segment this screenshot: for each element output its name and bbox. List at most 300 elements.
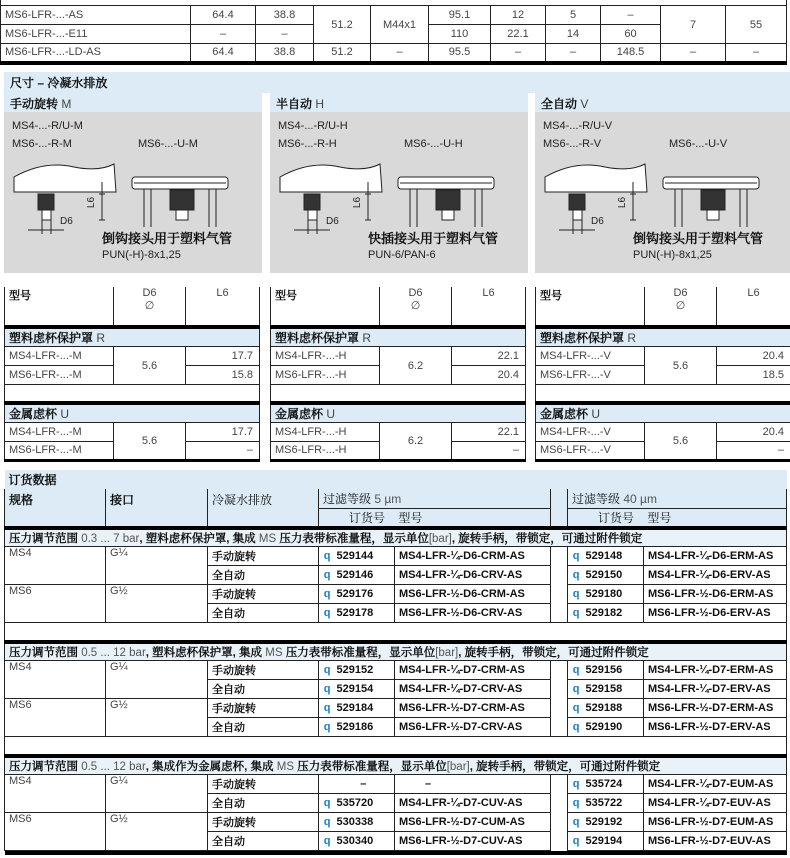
model-cell: MS4-LFR-...-V (536, 422, 645, 441)
spacer (271, 385, 526, 403)
order-number-5um[interactable]: 530340 (333, 832, 395, 851)
model-5um: MS4-LFR-¼-D7-CRV-AS (395, 680, 551, 699)
quick-delivery-icon: q (319, 604, 333, 623)
header-filter-5 (319, 489, 551, 508)
group-title (536, 327, 790, 347)
group-title-text: 金属虑杯 (275, 406, 324, 421)
d6-dimension-label: D6 (591, 216, 604, 227)
spacer (5, 385, 260, 403)
cell: 64.4 (191, 6, 256, 25)
model-40um: MS6-LFR-½-D7-ERM-AS (644, 699, 787, 718)
order-title: 订货数据 (5, 470, 787, 489)
model-5um: MS6-LFR-½-D6-CRM-AS (395, 585, 551, 604)
d6-dimension-label: D6 (326, 216, 339, 227)
d6-cell: 5.6 (114, 347, 186, 385)
order-data-table (4, 470, 787, 855)
model-40um: MS4-LFR-¼-D7-EUV-AS (644, 794, 787, 813)
quick-delivery-icon: q (568, 585, 582, 604)
fitting-caption: 倒钩接头用于塑料气管 (102, 231, 233, 246)
fitting-model: PUN-6/PAN-6 (368, 249, 436, 261)
panel-title-text: 半自动 (276, 97, 313, 111)
model-label: MS6-...-U-M (138, 138, 198, 150)
drain-panel-m (4, 93, 262, 273)
header-size: 规格 (5, 489, 106, 528)
model-cell: MS4-LFR-...-M (5, 347, 114, 366)
table-row (5, 422, 260, 441)
order-row (5, 585, 787, 604)
header-l6: L6 (186, 287, 260, 327)
l6-cell: 22.1 (452, 422, 526, 441)
group-title (536, 403, 790, 423)
table-row (5, 347, 260, 366)
drain-cell: 全自动 (208, 680, 319, 699)
header-type: 型号 (536, 287, 645, 327)
model-cell: MS4-LFR-...-H (271, 347, 380, 366)
header-model: 型号 (647, 510, 672, 525)
order-number-5um[interactable]: 530338 (333, 813, 395, 832)
model-cell: MS6-LFR-...-H (271, 441, 380, 460)
fitting-model: PUN(-H)-8x1,25 (633, 249, 712, 261)
l6-dimension-label: L6 (86, 196, 98, 209)
model-40um: MS6-LFR-½-D7-ERV-AS (644, 718, 787, 737)
order-number-40um[interactable]: 535724 (582, 775, 644, 794)
diameter-symbol: ∅ (144, 300, 155, 312)
order-number-40um[interactable]: 529156 (582, 661, 644, 680)
drain-cell: 全自动 (208, 604, 319, 623)
l6-cell: 17.7 (186, 422, 260, 441)
header-model: 型号 (398, 510, 423, 525)
order-row (5, 661, 787, 680)
d6-cell: 6.2 (380, 422, 452, 460)
section-title-dimensions: 尺寸 – 冷凝水排放 (4, 72, 790, 93)
column-gap (551, 813, 568, 832)
drain-cell: 手动旋转 (208, 699, 319, 718)
order-number-40um[interactable]: 529182 (582, 604, 644, 623)
order-number-5um[interactable]: 529152 (333, 661, 395, 680)
model-label: MS6-...-R-V (543, 138, 602, 150)
quick-delivery-icon: q (319, 794, 333, 813)
cell: 5 (546, 6, 601, 25)
desc-part: 压力调节范围 (9, 760, 78, 773)
group-code: U (60, 406, 70, 421)
header-order-model-5 (319, 508, 551, 528)
l6-dimension-label: L6 (352, 196, 364, 209)
spacer (5, 623, 787, 642)
desc-part: 压力调节范围 (9, 532, 78, 545)
group-title-text: 金属虑杯 (540, 406, 589, 421)
quick-delivery-icon: q (319, 832, 333, 851)
group-title (271, 403, 526, 423)
model-5um: MS6-LFR-½-D6-CRV-AS (395, 604, 551, 623)
panel-title (270, 93, 528, 112)
group-title-text: 塑料虑杯保护罩 (275, 331, 360, 345)
model-label: MS4-...-R/U-H (278, 120, 348, 132)
order-number-40um[interactable]: 529150 (582, 566, 644, 585)
drain-cell: 全自动 (208, 794, 319, 813)
header-port: 接口 (106, 489, 208, 528)
size-cell: MS4 (5, 547, 106, 585)
order-number-40um[interactable]: 529190 (582, 718, 644, 737)
panel-code: V (580, 97, 589, 111)
drain-panel-v (535, 93, 790, 273)
diameter-symbol: ∅ (675, 300, 686, 312)
desc-unit: [bar] (446, 760, 470, 773)
quick-delivery-icon: q (568, 566, 582, 585)
model-cell: MS6-LFR-...-E11 (1, 25, 191, 44)
model-5um: MS6-LFR-½-D7-CRV-AS (395, 718, 551, 737)
fitting-model: PUN(-H)-8x1,25 (102, 249, 181, 261)
column-gap (551, 604, 568, 623)
pressure-range: 0.5 ... 12 bar (81, 646, 146, 659)
panel-title-text: 手动旋转 (10, 97, 59, 111)
column-gap (551, 489, 568, 528)
table-row (1, 44, 787, 63)
order-number-40um[interactable]: 529194 (582, 832, 644, 851)
section-description (5, 756, 787, 775)
cell: 51.2 (314, 44, 371, 63)
table-bottom-rule (5, 851, 787, 855)
quick-delivery-icon: q (319, 813, 333, 832)
model-cell: MS6-LFR-...-M (5, 366, 114, 385)
model-40um: MS4-LFR-¼-D6-ERV-AS (644, 566, 787, 585)
model-5um: MS6-LFR-½-D7-CUM-AS (395, 813, 551, 832)
panel-title-text: 全自动 (541, 97, 578, 111)
order-number-40um[interactable]: 529192 (582, 813, 644, 832)
model-5um: – (395, 775, 551, 794)
drain-cell: 手动旋转 (208, 585, 319, 604)
desc-ms: MS (265, 646, 283, 659)
l6-cell: – (452, 441, 526, 460)
quick-delivery-icon: q (568, 775, 582, 794)
cell: 95.5 (429, 44, 491, 63)
diameter-symbol: ∅ (410, 300, 421, 312)
l6-cell: 17.7 (186, 347, 260, 366)
header-d6-label: D6 (673, 287, 688, 299)
group-title-text: 塑料虑杯保护罩 (9, 331, 94, 345)
cell: 12 (491, 6, 546, 25)
port-cell: G¼ (106, 775, 208, 813)
l6-cell: 22.1 (452, 347, 526, 366)
l6-cell: 20.4 (452, 366, 526, 385)
model-40um: MS4-LFR-¼-D7-ERM-AS (644, 661, 787, 680)
port-cell: G½ (106, 813, 208, 851)
order-row (5, 813, 787, 832)
header-filter-5-value: 5 µm (374, 491, 402, 506)
quick-delivery-icon: q (319, 699, 333, 718)
model-5um: MS4-LFR-¼-D7-CRM-AS (395, 661, 551, 680)
quick-delivery-icon: q (568, 699, 582, 718)
model-40um: MS6-LFR-½-D6-ERV-AS (644, 604, 787, 623)
cell: – (191, 25, 256, 44)
d6-cell: 6.2 (380, 347, 452, 385)
panel-drawing-area (270, 112, 528, 273)
spacer (5, 737, 787, 756)
quick-delivery-icon: q (568, 794, 582, 813)
model-40um: MS6-LFR-½-D7-EUM-AS (644, 813, 787, 832)
group-code: U (591, 406, 601, 421)
header-d6-label: D6 (408, 287, 423, 299)
order-number-5um[interactable]: – (333, 775, 395, 794)
desc-unit: [bar] (435, 646, 459, 659)
l6-cell: 18.5 (717, 366, 790, 385)
panel-title (535, 93, 790, 112)
cell: M44x1 (371, 6, 429, 44)
model-40um: MS6-LFR-½-D7-EUV-AS (644, 832, 787, 851)
desc-unit: [bar] (428, 532, 452, 545)
dimension-table (4, 287, 260, 462)
cell: – (256, 25, 314, 44)
column-gap (551, 661, 568, 680)
model-40um: MS4-LFR-¼-D7-ERV-AS (644, 680, 787, 699)
column-gap (551, 794, 568, 813)
header-d6 (645, 287, 717, 327)
order-number-5um[interactable]: 529184 (333, 699, 395, 718)
header-filter-40-value: 40 µm (623, 491, 657, 506)
l6-cell: 20.4 (717, 347, 790, 366)
drain-cell: 全自动 (208, 832, 319, 851)
group-title-text: 塑料虑杯保护罩 (540, 331, 625, 345)
panel-code: H (315, 97, 325, 111)
model-cell: MS4-LFR-...-H (271, 422, 380, 441)
drain-cell: 手动旋转 (208, 661, 319, 680)
order-number-5um[interactable]: 529154 (333, 680, 395, 699)
model-cell: MS6-LFR-...-V (536, 366, 645, 385)
cell: – (661, 44, 726, 63)
quick-delivery-icon: q (568, 832, 582, 851)
fitting-caption: 倒钩接头用于塑料气管 (633, 231, 764, 246)
model-5um: MS6-LFR-½-D7-CUV-AS (395, 832, 551, 851)
header-type: 型号 (271, 287, 380, 327)
quick-delivery-icon: q (319, 718, 333, 737)
order-number-5um[interactable]: 529178 (333, 604, 395, 623)
group-code: U (326, 406, 336, 421)
cell: 51.2 (314, 6, 371, 44)
port-cell: G¼ (106, 661, 208, 699)
cell: 64.4 (191, 44, 256, 63)
desc-part: , 集成作为金属虑杯, 集成 (145, 760, 274, 773)
header-l6: L6 (452, 287, 526, 327)
column-gap (551, 832, 568, 851)
cell: 60 (601, 25, 661, 44)
table-row (271, 347, 526, 366)
table-row (1, 6, 787, 25)
fitting-caption: 快插接头用于塑料气管 (368, 231, 499, 246)
cell: 22.1 (491, 25, 546, 44)
dimension-table (535, 287, 790, 462)
order-number-40um[interactable]: 529158 (582, 680, 644, 699)
cell: – (601, 6, 661, 25)
desc-part: 压力调节范围 (9, 646, 78, 659)
column-gap (551, 680, 568, 699)
group-title (271, 327, 526, 347)
order-number-5um[interactable]: 529146 (333, 566, 395, 585)
drain-panel-h (270, 93, 528, 273)
d6-cell: 5.6 (645, 347, 717, 385)
header-d6-label: D6 (142, 287, 157, 299)
order-number-5um[interactable]: 535720 (333, 794, 395, 813)
column-gap (551, 566, 568, 585)
cell: 95.1 (429, 6, 491, 25)
model-label: MS6-...-R-H (278, 138, 337, 150)
q-icon-empty (319, 775, 333, 794)
column-gap (551, 718, 568, 737)
quick-delivery-icon: q (319, 585, 333, 604)
order-number-40um[interactable]: 535722 (582, 794, 644, 813)
drain-cell: 手动旋转 (208, 547, 319, 566)
quick-delivery-icon: q (568, 680, 582, 699)
model-cell: MS6-LFR-...-M (5, 441, 114, 460)
group-code: R (627, 331, 637, 345)
model-40um: MS4-LFR-¼-D7-EUM-AS (644, 775, 787, 794)
order-row (5, 547, 787, 566)
header-filter-5-label: 过滤等级 (323, 491, 372, 506)
group-title (5, 327, 260, 347)
cell: 55 (726, 6, 787, 44)
size-cell: MS4 (5, 775, 106, 813)
quick-delivery-icon: q (568, 604, 582, 623)
order-row (5, 699, 787, 718)
quick-delivery-icon: q (319, 680, 333, 699)
drain-cell: 全自动 (208, 566, 319, 585)
quick-delivery-icon: q (319, 661, 333, 680)
model-5um: MS4-LFR-¼-D6-CRM-AS (395, 547, 551, 566)
cell: 14 (546, 25, 601, 44)
port-cell: G¼ (106, 547, 208, 585)
model-cell: MS4-LFR-...-M (5, 422, 114, 441)
panel-drawing-area (4, 112, 262, 273)
port-cell: G½ (106, 699, 208, 737)
size-cell: MS6 (5, 699, 106, 737)
port-cell: G½ (106, 585, 208, 623)
section-description (5, 642, 787, 661)
column-gap (551, 775, 568, 794)
cell: 148.5 (601, 44, 661, 63)
drain-cell: 手动旋转 (208, 775, 319, 794)
d6-cell: 5.6 (645, 422, 717, 460)
dimension-table (270, 287, 526, 462)
group-title-text: 金属虑杯 (9, 406, 58, 421)
drain-cell: 全自动 (208, 718, 319, 737)
header-type: 型号 (5, 287, 114, 327)
l6-cell: 15.8 (186, 366, 260, 385)
column-gap (551, 585, 568, 604)
model-label: MS6-...-R-M (12, 138, 72, 150)
header-filter-40-label: 过滤等级 (572, 491, 621, 506)
cell: 38.8 (256, 44, 314, 63)
desc-part: , 旋转手柄，带锁定，可通过附件锁定 (469, 760, 661, 773)
dimensions-table-top (0, 0, 787, 65)
group-code: R (96, 331, 106, 345)
cell: – (546, 44, 601, 63)
model-5um: MS4-LFR-¼-D6-CRV-AS (395, 566, 551, 585)
model-label: MS4-...-R/U-V (543, 120, 613, 132)
table-row (536, 422, 790, 441)
header-d6 (380, 287, 452, 327)
quick-delivery-icon: q (319, 566, 333, 585)
model-label: MS4-...-R/U-M (12, 120, 83, 132)
panel-title (4, 93, 262, 112)
table-row (271, 422, 526, 441)
model-cell: MS6-LFR-...-H (271, 366, 380, 385)
l6-cell: – (717, 441, 790, 460)
spacer (536, 385, 790, 403)
desc-ms: MS (258, 532, 277, 545)
cell: 110 (429, 25, 491, 44)
order-number-40um[interactable]: 529188 (582, 699, 644, 718)
size-cell: MS6 (5, 585, 106, 623)
order-number-5um[interactable]: 529144 (333, 547, 395, 566)
d6-cell: 5.6 (114, 422, 186, 460)
header-order-no: 订货号 (349, 510, 386, 525)
model-40um: MS4-LFR-¼-D6-ERM-AS (644, 547, 787, 566)
model-5um: MS4-LFR-¼-D7-CUV-AS (395, 794, 551, 813)
header-d6 (114, 287, 186, 327)
order-row (5, 775, 787, 794)
desc-part: 压力表带标准量程，显示单位 (279, 532, 429, 545)
panel-drawing-area (535, 112, 790, 273)
group-code: R (362, 331, 372, 345)
quick-delivery-icon: q (568, 547, 582, 566)
order-number-40um[interactable]: 529180 (582, 585, 644, 604)
section-description (5, 528, 787, 547)
model-cell: MS6-LFR-...-V (536, 441, 645, 460)
model-cell: MS6-LFR-...-LD-AS (1, 44, 191, 63)
desc-ms: MS (276, 760, 295, 773)
pressure-range: 0.3 ... 7 bar (81, 532, 140, 545)
cell: – (491, 44, 546, 63)
table-row (536, 347, 790, 366)
model-label: MS6-...-U-V (669, 138, 728, 150)
desc-part: , 旋转手柄，带锁定，可通过附件锁定 (458, 646, 649, 659)
quick-delivery-icon: q (319, 547, 333, 566)
order-number-40um[interactable]: 529148 (582, 547, 644, 566)
quick-delivery-icon: q (568, 661, 582, 680)
l6-dimension-label: L6 (617, 196, 629, 209)
model-cell: MS6-LFR-...-AS (1, 6, 191, 25)
header-order-model-40 (568, 508, 787, 528)
model-cell: MS4-LFR-...-V (536, 347, 645, 366)
l6-cell: 20.4 (717, 422, 790, 441)
quick-delivery-icon: q (568, 813, 582, 832)
column-gap (551, 699, 568, 718)
order-number-5um[interactable]: 529176 (333, 585, 395, 604)
header-order-no: 订货号 (598, 510, 635, 525)
desc-part: , 塑料虑杯保护罩, 集成 (139, 532, 256, 545)
l6-cell: – (186, 441, 260, 460)
header-l6: L6 (717, 287, 790, 327)
model-label: MS6-...-U-H (404, 138, 463, 150)
desc-part: , 塑料虑杯保护罩, 集成 (145, 646, 263, 659)
quick-delivery-icon: q (568, 718, 582, 737)
panel-code: M (61, 97, 72, 111)
model-40um: MS6-LFR-½-D6-ERM-AS (644, 585, 787, 604)
desc-part: , 旋转手柄，带锁定，可通过附件锁定 (451, 532, 643, 545)
column-gap (551, 547, 568, 566)
size-cell: MS6 (5, 813, 106, 851)
size-cell: MS4 (5, 661, 106, 699)
cell: – (726, 44, 787, 63)
header-drain: 冷凝水排放 (208, 489, 319, 528)
cell: – (371, 44, 429, 63)
desc-part: 压力表带标准量程，显示单位 (297, 760, 447, 773)
order-number-5um[interactable]: 529186 (333, 718, 395, 737)
cell: 7 (661, 6, 726, 44)
desc-part: 压力表带标准量程，显示单位 (285, 646, 436, 659)
group-title (5, 403, 260, 423)
drain-cell: 手动旋转 (208, 813, 319, 832)
header-filter-40 (568, 489, 787, 508)
d6-dimension-label: D6 (60, 216, 73, 227)
